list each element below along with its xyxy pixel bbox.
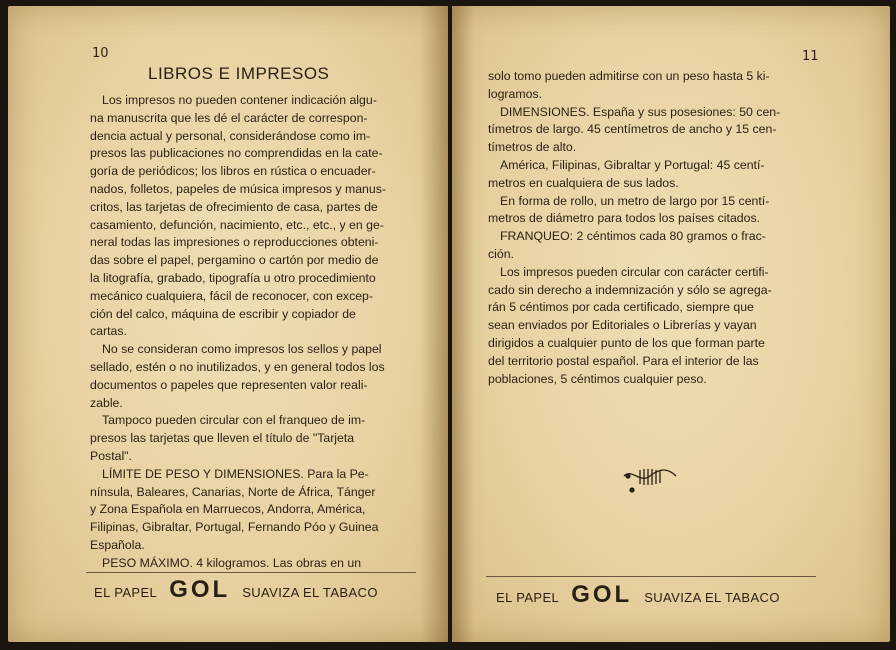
- text-line: presos las tarjetas que lleven el título de "Tarjeta: [90, 431, 355, 446]
- body-text: [488, 68, 822, 388]
- advertisement-footer: [496, 581, 780, 609]
- section-title: LIBROS E IMPRESOS: [148, 64, 330, 83]
- text-line: na manuscrita que les dé el carácter de correspon-: [90, 110, 368, 125]
- footer-prefix: EL PAPEL: [94, 585, 158, 600]
- footer-divider: [86, 572, 416, 573]
- text-line: dencia actual y personal, considerándose como im-: [90, 128, 371, 143]
- text-line: FRANQUEO: 2 céntimos cada 80 gramos o frac-: [500, 229, 766, 244]
- footer-suffix: SUAVIZA EL TABACO: [242, 585, 378, 600]
- text-line: En forma de rollo, un metro de largo por 15 centí-: [500, 193, 770, 208]
- footer-divider: [486, 576, 816, 577]
- text-line: la litografía, grabado, tipografía u otro procedimiento: [90, 270, 376, 285]
- text-line: Española.: [90, 537, 145, 552]
- text-line: presos las publicaciones no comprendidas en la cate-: [90, 146, 383, 161]
- text-line: tímetros de alto.: [488, 140, 577, 155]
- text-line: zable.: [90, 395, 123, 410]
- text-line: sellado, estén o no inutilizados, y en general todos los: [90, 359, 385, 374]
- left-page: [8, 6, 448, 642]
- footer-brand: GOL: [571, 581, 633, 608]
- text-line: cado sin derecho a indemnización y sólo se agrega-: [488, 282, 772, 297]
- text-line: rán 5 céntimos por cada certificado, siempre que: [488, 300, 754, 315]
- ornament-icon: [618, 464, 682, 498]
- page-number: 11: [802, 49, 819, 64]
- text-line: mecánico cualquiera, fácil de reconocer, con excep-: [90, 288, 373, 303]
- text-line: ción.: [488, 246, 514, 261]
- page-number: 10: [92, 46, 109, 61]
- text-line: neral todas las impresiones o reproducciones obteni-: [90, 235, 379, 250]
- text-line: poblaciones, 5 céntimos cualquier peso.: [488, 371, 707, 386]
- text-line: Filipinas, Gibraltar, Portugal, Fernando Póo y Guinea: [90, 520, 379, 535]
- footer-brand: GOL: [169, 576, 231, 603]
- text-line: y Zona Española en Marruecos, Andorra, América,: [90, 502, 366, 517]
- text-line: nínsula, Baleares, Canarias, Norte de África, Tánger: [90, 484, 376, 499]
- text-line: No se consideran como impresos los sellos y papel: [102, 342, 382, 357]
- text-line: dirigidos a cualquier punto de los que forman parte: [488, 335, 765, 350]
- text-line: goría de periódicos; los libros en rústica o encuader-: [90, 164, 376, 179]
- text-line: Postal".: [90, 448, 132, 463]
- text-line: Tampoco pueden circular con el franqueo de im-: [102, 413, 366, 428]
- text-line: tímetros de largo. 45 centímetros de ancho y 15 cen-: [488, 122, 777, 137]
- text-line: cartas.: [90, 324, 127, 339]
- text-line: LÍMITE DE PESO Y DIMENSIONES. Para la Pe-: [102, 466, 369, 481]
- text-line: solo tomo pueden admitirse con un peso hasta 5 ki-: [488, 69, 770, 83]
- text-line: critos, las tarjetas de ofrecimiento de casa, partes de: [90, 199, 378, 214]
- text-line: documentos o papeles que representen valor reali-: [90, 377, 368, 392]
- footer-suffix: SUAVIZA EL TABACO: [644, 590, 780, 605]
- text-line: Los impresos no pueden contener indicación algu-: [102, 93, 377, 107]
- right-page: [452, 6, 890, 642]
- text-line: DIMENSIONES. España y sus posesiones: 50 cen-: [500, 104, 781, 119]
- text-line: nados, folletos, papeles de música impresos y manus-: [90, 181, 386, 196]
- text-line: metros en cualquiera de sus lados.: [488, 175, 679, 190]
- text-line: casamiento, defunción, nacimiento, etc., etc., y en ge-: [90, 217, 384, 232]
- advertisement-footer: [94, 576, 378, 604]
- text-line: das sobre el papel, pergamino o cartón por medio de: [90, 253, 379, 268]
- text-line: Los impresos pueden circular con carácter certifi-: [500, 264, 769, 279]
- text-line: América, Filipinas, Gibraltar y Portugal: 45 centí-: [500, 157, 765, 172]
- text-line: del territorio postal español. Para el interior de las: [488, 353, 759, 368]
- body-text: [90, 92, 412, 573]
- text-line: PESO MÁXIMO. 4 kilogramos. Las obras en un: [102, 555, 362, 570]
- text-line: metros de diámetro para todos los países citados.: [488, 211, 761, 226]
- text-line: ción del calco, máquina de escribir y copiador de: [90, 306, 356, 321]
- text-line: logramos.: [488, 86, 542, 101]
- text-line: sean enviados por Editoriales o Librerías y vayan: [488, 318, 757, 333]
- footer-prefix: EL PAPEL: [496, 590, 560, 605]
